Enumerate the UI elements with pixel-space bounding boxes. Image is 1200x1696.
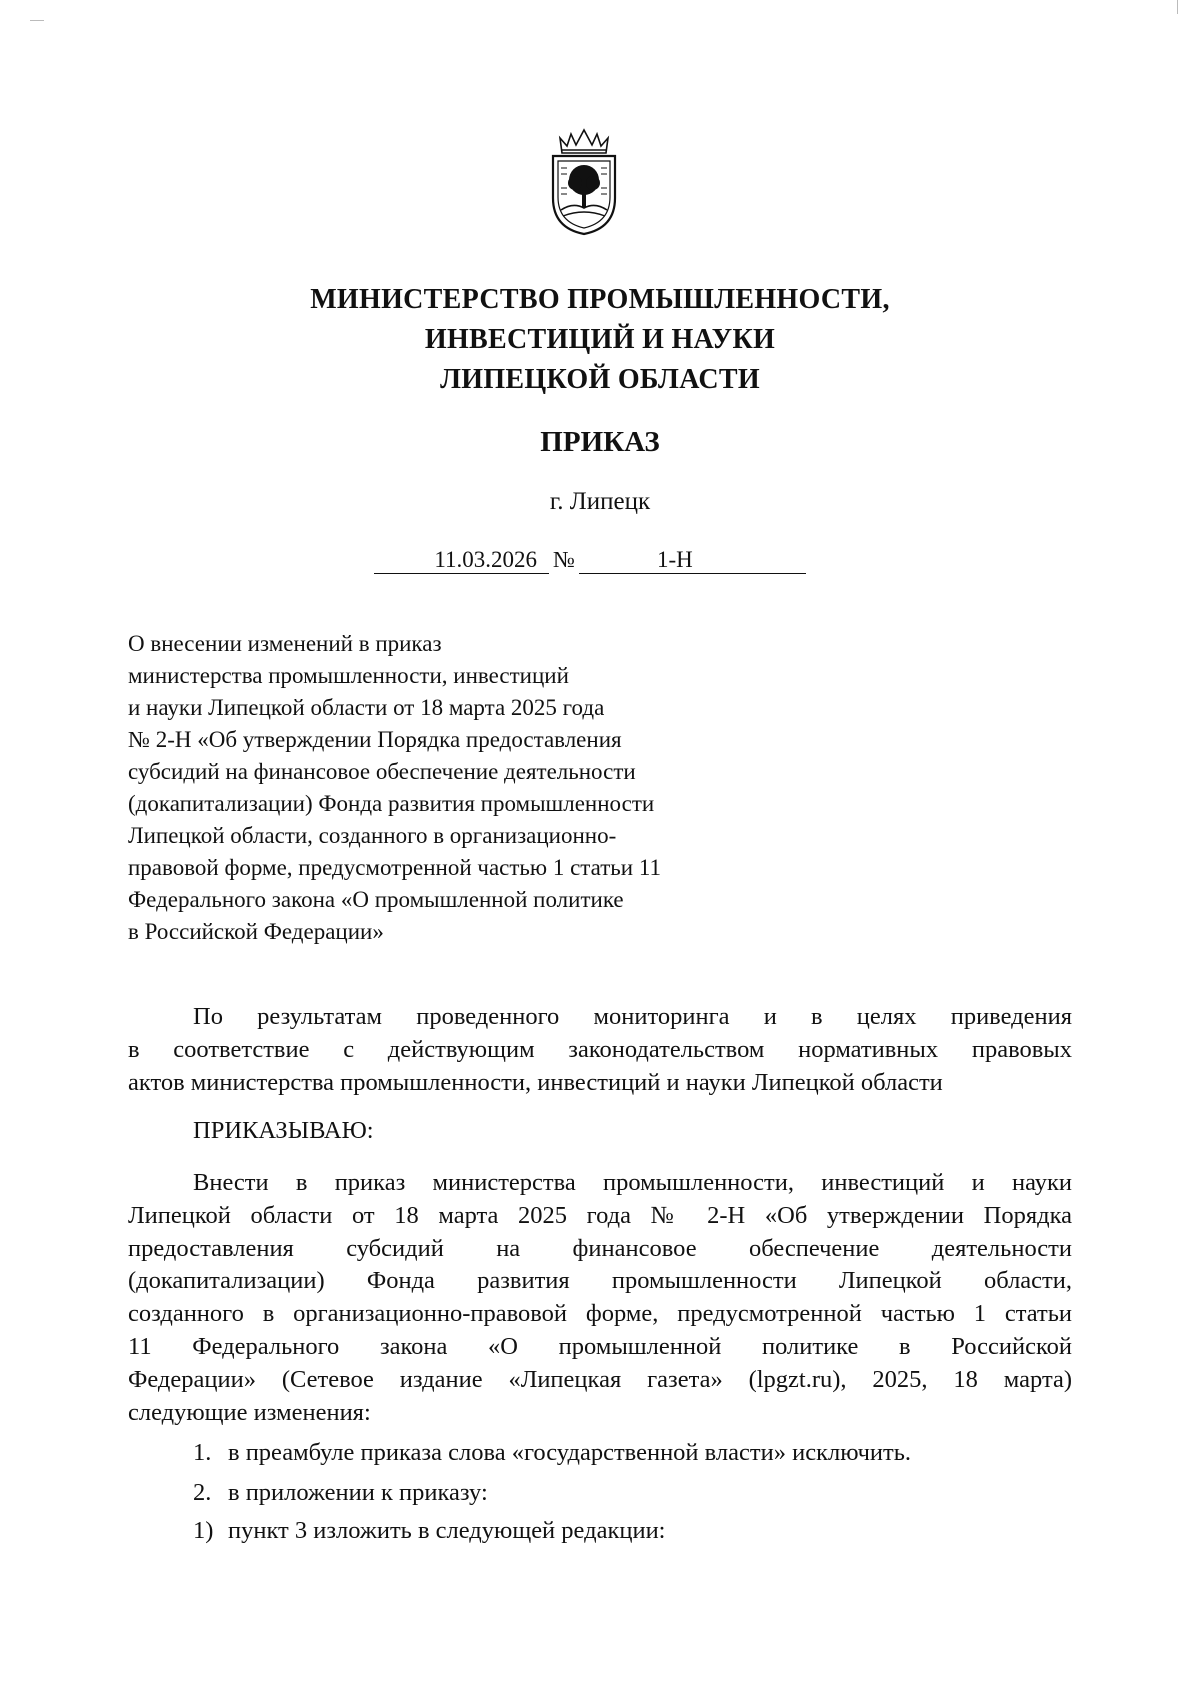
list-item [193,1479,488,1507]
list-item-text: пункт 3 изложить в следующей редакции: [228,1517,666,1544]
org-name-line-3: ЛИПЕЦКОЙ ОБЛАСТИ [440,364,760,395]
coat-of-arms-icon [545,128,623,238]
preamble-line: актов министерства промышленности, инвестиций и науки Липецкой области [128,1068,943,1096]
decree-word: ПРИКАЗЫВАЮ: [193,1117,374,1144]
list-item-text: в преамбуле приказа слова «государственной власти» исключить. [228,1439,912,1466]
list-item [193,1517,665,1545]
document-number: 1-Н [579,547,806,574]
main-line: Липецкой области от 18 марта 2025 года № 2-Н «Об утверждении Порядка [128,1201,1072,1229]
number-sign: № [553,547,575,572]
subject-line: (докапитализации) Фонда развития промышленности [128,791,655,816]
main-line: следующие изменения: [128,1398,371,1426]
subject-line: в Российской Федерации» [128,919,384,944]
crown-icon [560,130,608,153]
preamble-line: в соответствие с действующим законодательством нормативных правовых [128,1035,1072,1063]
org-name-line-2: ИНВЕСТИЦИЙ И НАУКИ [424,324,776,355]
subject-line: правовой форме, предусмотренной частью 1 статьи 11 [128,855,661,880]
main-line: Федерации» (Сетевое издание «Липецкая газета» (lpgzt.ru), 2025, 18 марта) [128,1365,1072,1393]
list-item-marker: 1) [193,1517,214,1544]
org-name-line-1: МИНИСТЕРСТВО ПРОМЫШЛЕННОСТИ, [310,284,890,315]
main-line: предоставления субсидий на финансовое обеспечение деятельности [128,1234,1072,1262]
document-date: 11.03.2026 [374,547,549,574]
scan-edge-mark [30,20,44,21]
list-item-marker: 2. [193,1479,212,1506]
subject-line: О внесении изменений в приказ [128,631,442,656]
subject-line: субсидий на финансовое обеспечение деятельности [128,759,636,784]
preamble-paragraph [128,1001,1072,1099]
subject-line: Липецкой области, созданного в организационно- [128,823,617,848]
preamble-line: По результатам проведенного мониторинга и в целях приведения [193,1003,1072,1030]
main-line: (докапитализации) Фонда развития промышленности Липецкой области, [128,1267,1072,1295]
city-line: г. Липецк [549,488,651,515]
list-item-text: в приложении к приказу: [228,1479,488,1506]
subject-line: министерства промышленности, инвестиций [128,663,569,688]
subject-line: Федерального закона «О промышленной политике [128,887,624,912]
list-item-marker: 1. [193,1439,212,1466]
scan-edge-mark [1177,0,1178,14]
main-line: созданного в организационно-правовой форме, предусмотренной частью 1 статьи [128,1300,1072,1328]
list-item [193,1439,911,1467]
main-paragraph [128,1167,1072,1429]
main-line: 11 Федерального закона «О промышленной политике в Российской [128,1332,1072,1360]
document-type-title: ПРИКАЗ [540,426,660,458]
subject-line: и науки Липецкой области от 18 марта 2025 года [128,695,605,720]
subject-line: № 2-Н «Об утверждении Порядка предоставления [128,727,622,752]
main-line: Внести в приказ министерства промышленности, инвестиций и науки [193,1169,1072,1196]
document-subject [128,628,748,948]
